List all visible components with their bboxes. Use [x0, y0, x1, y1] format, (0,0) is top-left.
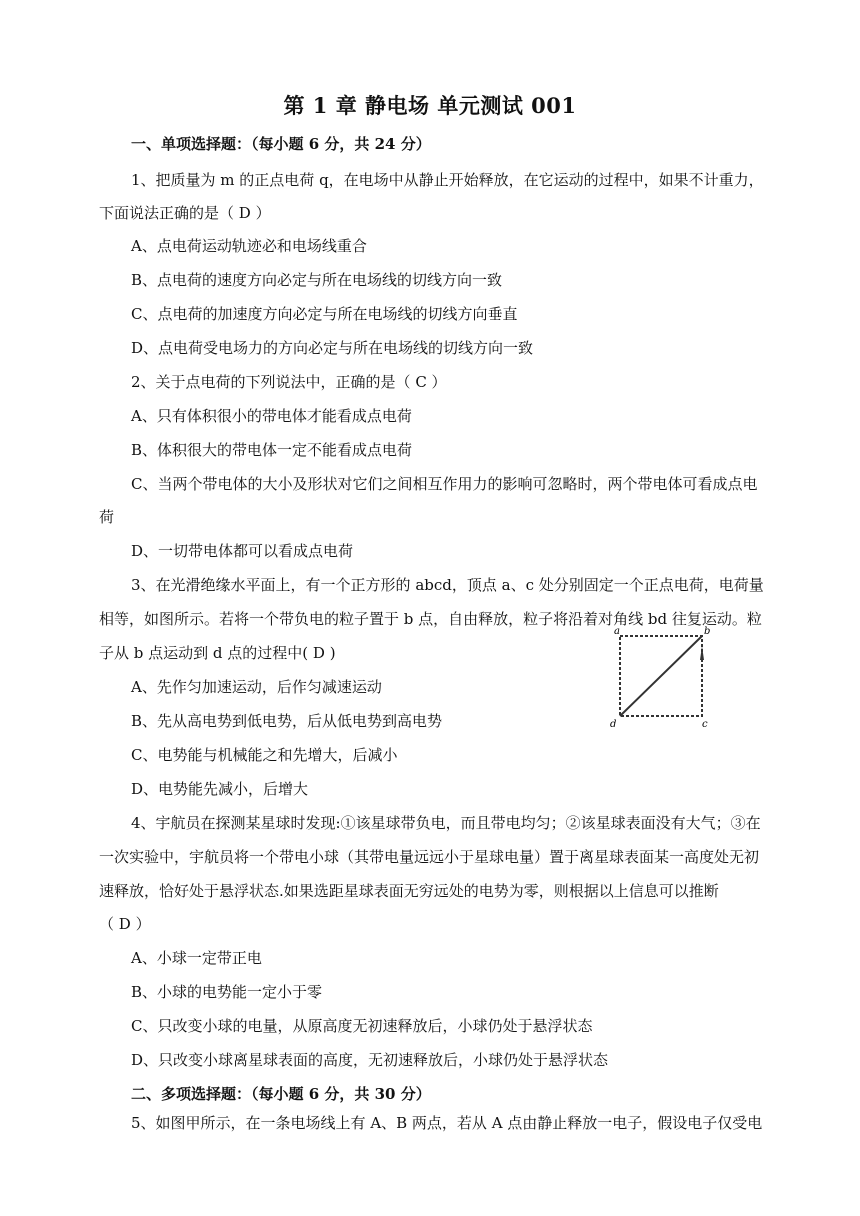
- arrow-mark: [700, 646, 704, 660]
- q2-stem: 2、关于点电荷的下列说法中，正确的是（ C ）: [131, 373, 447, 391]
- q4-stem-line-2: 一次实验中，宇航员将一个带电小球（其带电量远远小于星球电量）置于离星球表面某一高度处无初: [99, 848, 760, 866]
- q2-option-b: B、体积很大的带电体一定不能看成点电荷: [131, 441, 413, 459]
- q4-stem-line-4: （ D ）: [99, 915, 151, 933]
- q3-stem-line-1: 3、在光滑绝缘水平面上，有一个正方形的 abcd，顶点 a、c 处分别固定一个正点电荷，电荷量: [131, 576, 764, 594]
- vertex-a-label: a: [614, 626, 620, 637]
- q4-option-c: C、只改变小球的电量，从原高度无初速释放后，小球仍处于悬浮状态: [131, 1017, 593, 1035]
- q4-stem-line-3: 速释放，恰好处于悬浮状态.如果选距星球表面无穷远处的电势为零，则根据以上信息可以推断: [99, 882, 719, 900]
- q3-option-d: D、电势能先减小，后增大: [131, 780, 309, 798]
- q4-stem-line-1: 4、宇航员在探测某星球时发现:①该星球带负电，而且带电均匀；②该星球表面没有大气；③在: [131, 814, 761, 832]
- q2-option-d: D、一切带电体都可以看成点电荷: [131, 542, 354, 560]
- q1-option-c: C、点电荷的加速度方向必定与所在电场线的切线方向垂直: [131, 305, 518, 323]
- section-heading-single-choice: 一、单项选择题：（每小题 6 分，共 24 分）: [131, 135, 431, 153]
- q3-option-a: A、先作匀加速运动，后作匀减速运动: [131, 678, 382, 696]
- q3-option-c: C、电势能与机械能之和先增大，后减小: [131, 746, 398, 764]
- q4-option-d: D、只改变小球离星球表面的高度，无初速释放后，小球仍处于悬浮状态: [131, 1051, 609, 1069]
- q1-option-a: A、点电荷运动轨迹必和电场线重合: [131, 237, 367, 255]
- q3-option-b: B、先从高电势到低电势，后从低电势到高电势: [131, 712, 443, 730]
- q2-option-c-line-2: 荷: [99, 508, 115, 526]
- q4-option-a: A、小球一定带正电: [131, 949, 262, 967]
- square-abcd-figure: [600, 624, 712, 728]
- q5-stem-line-1: 5、如图甲所示，在一条电场线上有 A、B 两点，若从 A 点由静止释放一电子，假设电子仅受电: [131, 1114, 763, 1132]
- section-heading-multiple-choice: 二、多项选择题：（每小题 6 分，共 30 分）: [131, 1085, 431, 1103]
- q3-stem-line-2: 相等，如图所示。若将一个带负电的粒子置于 b 点，自由释放，粒子将沿着对角线 bd 往复运动。粒: [99, 610, 762, 628]
- vertex-c-label: c: [702, 719, 708, 728]
- q1-option-b: B、点电荷的速度方向必定与所在电场线的切线方向一致: [131, 271, 503, 289]
- vertex-d-label: d: [610, 719, 617, 728]
- q2-option-a: A、只有体积很小的带电体才能看成点电荷: [131, 407, 412, 425]
- q4-option-b: B、小球的电势能一定小于零: [131, 983, 323, 1001]
- q1-option-d: D、点电荷受电场力的方向必定与所在电场线的切线方向一致: [131, 339, 534, 357]
- vertex-b-label: b: [704, 626, 711, 637]
- diagonal-bd: [620, 636, 702, 716]
- q2-option-c-line-1: C、当两个带电体的大小及形状对它们之间相互作用力的影响可忽略时，两个带电体可看成点电: [131, 475, 758, 493]
- q1-stem-line-2: 下面说法正确的是（ D ）: [99, 204, 271, 222]
- page-title: 第 1 章 静电场 单元测试 001: [283, 93, 577, 118]
- q3-stem-line-3: 子从 b 点运动到 d 点的过程中( D ): [99, 644, 336, 662]
- q1-stem-line-1: 1、把质量为 m 的正点电荷 q，在电场中从静止开始释放，在它运动的过程中，如果不计重力，: [131, 171, 764, 189]
